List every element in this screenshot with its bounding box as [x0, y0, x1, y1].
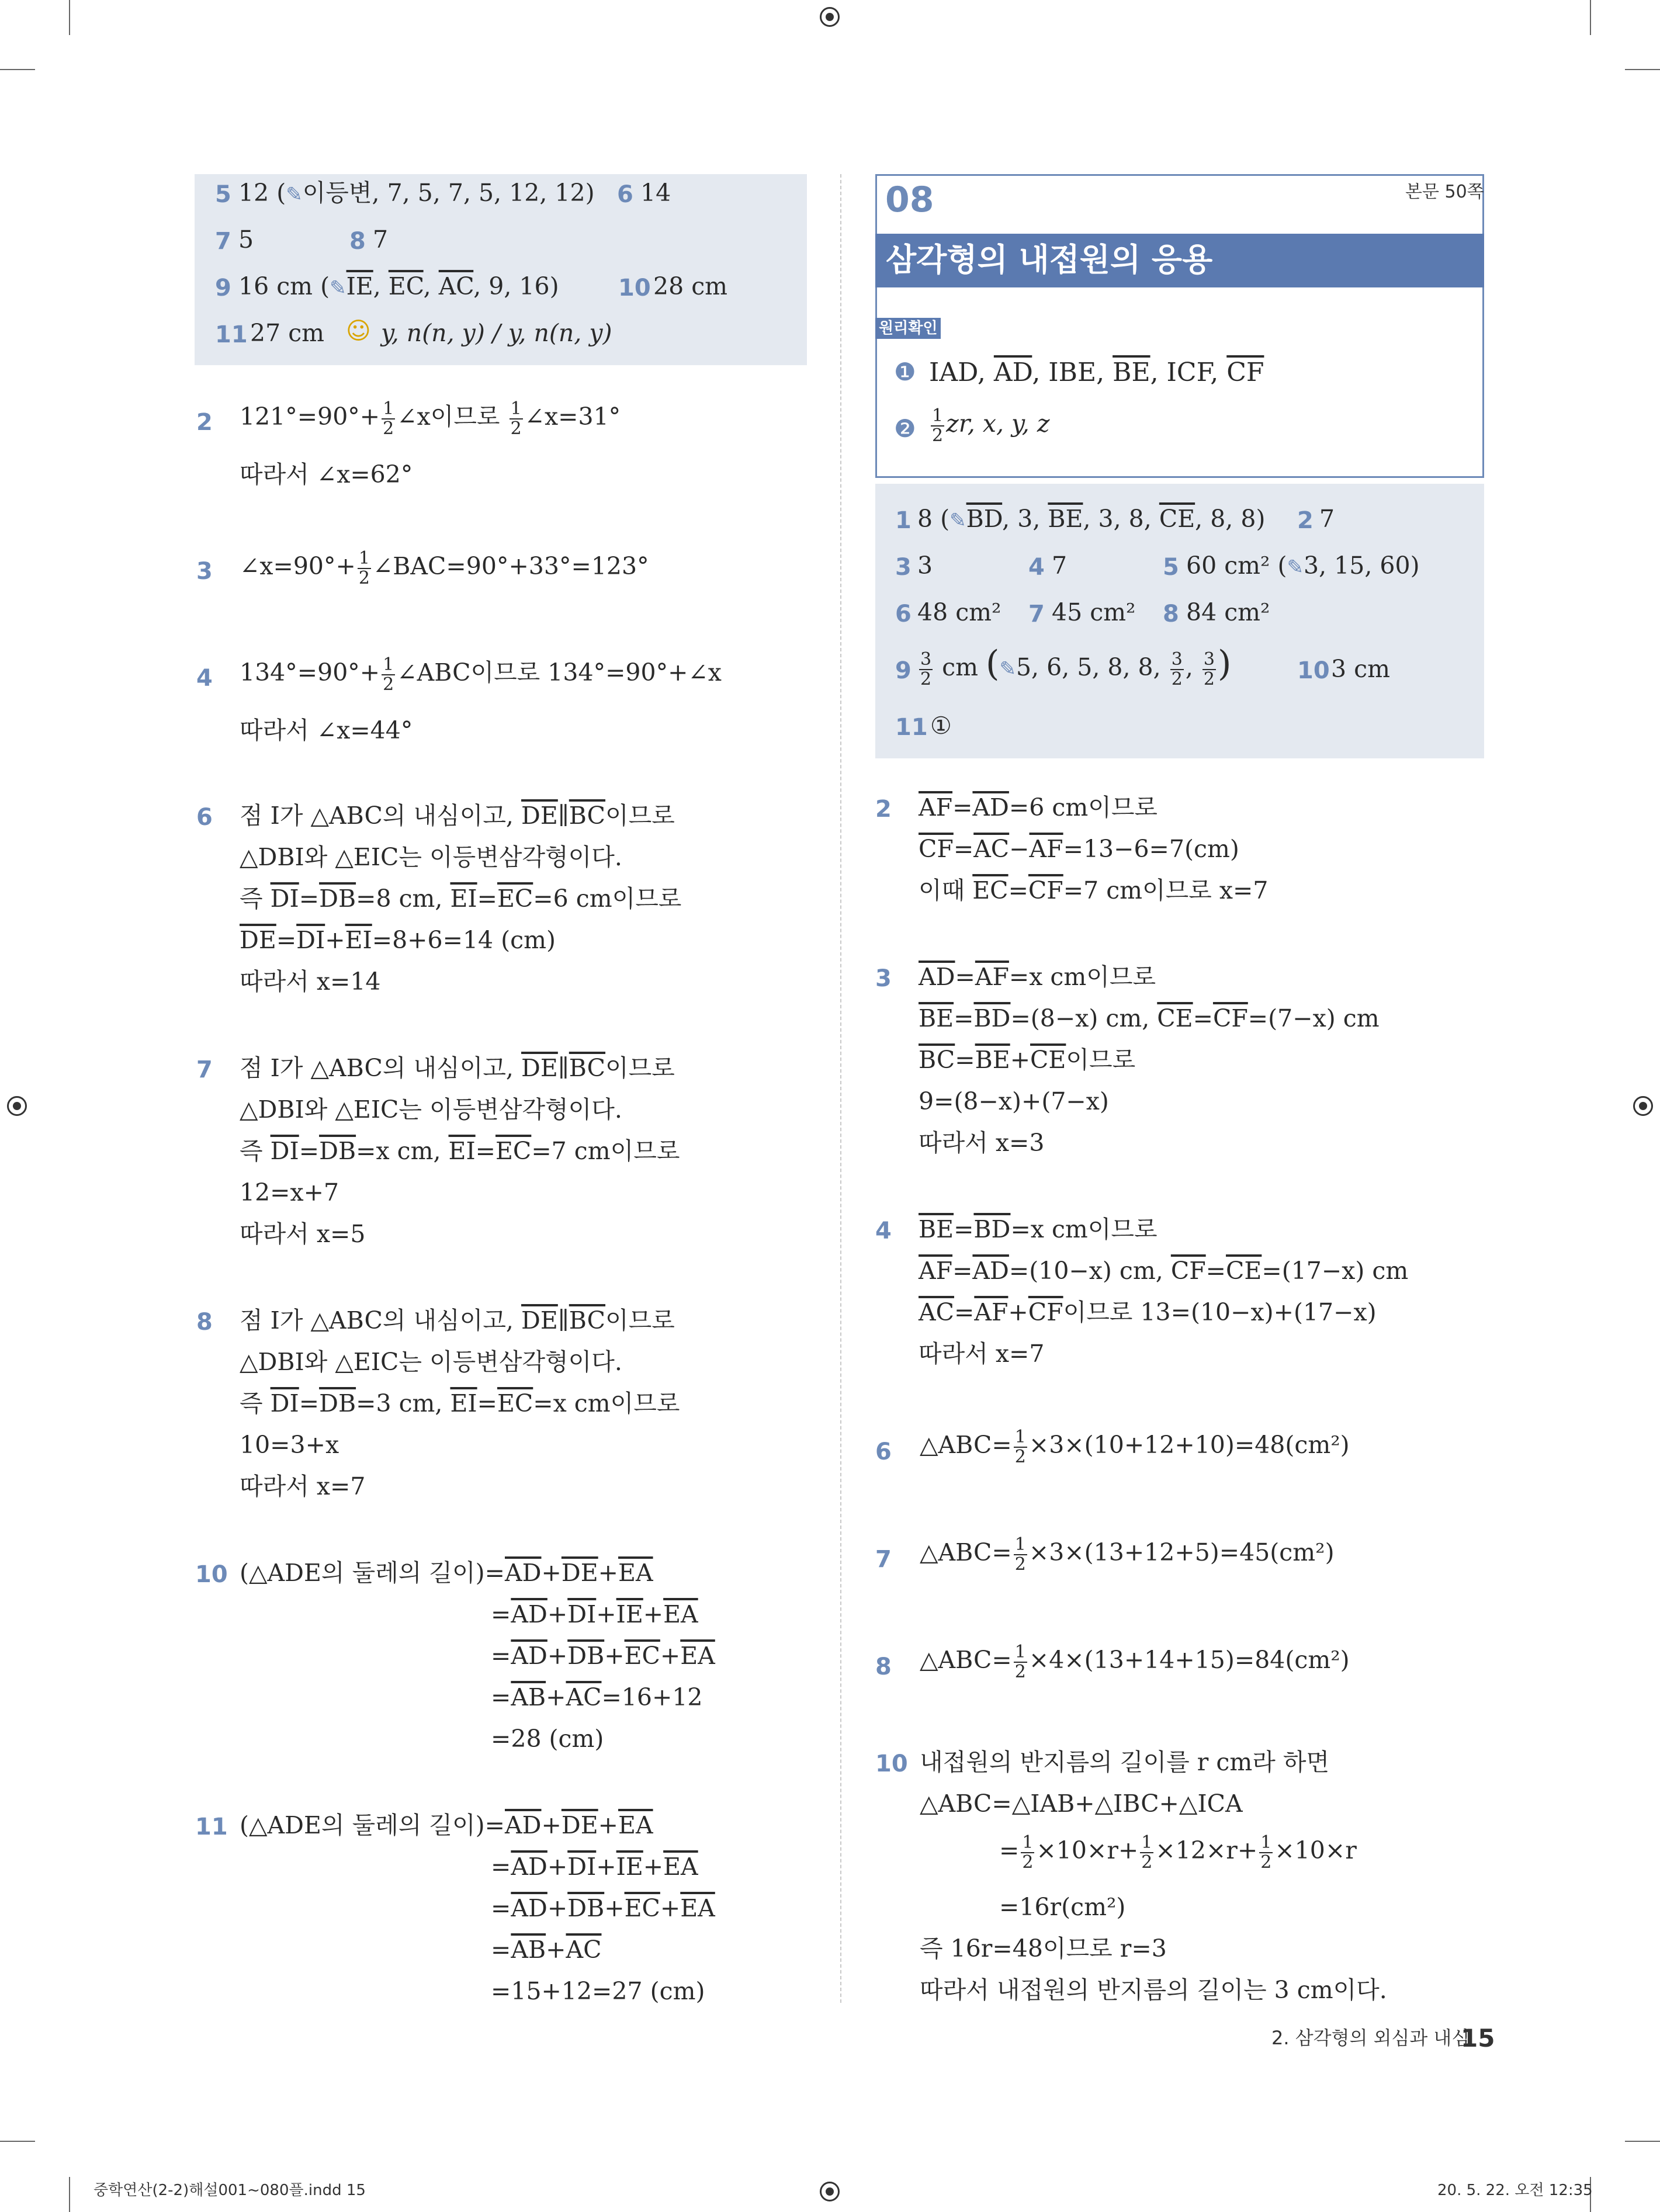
fraction: $\frac{1}{2}$ [932, 405, 944, 446]
section-title: 삼각형의 내접원의 응용 [886, 241, 1213, 278]
answer-number: 10 [618, 275, 651, 301]
answer-text: $\frac{3}{2}$ cm (✎5, 6, 5, 8, 8, $\frac{3}{2}$ , $\frac{3}{2}$ ) [920, 643, 1232, 689]
answer-number: 9 [895, 657, 912, 684]
solution-number: 7 [875, 1546, 892, 1573]
solution-line: △ABC= $\frac{1}{2}$ ×3×(13+12+5)=45(cm²) [920, 1534, 1335, 1575]
solution-line: $\overline{BE}=\overline{BD}=x$ cm이므로 [919, 1215, 1158, 1243]
solution-number: 11 [195, 1814, 228, 1840]
answer-number: 7 [215, 228, 231, 255]
solution-line: 내접원의 반지름의 길이를 r cm라 하면 [920, 1748, 1330, 1776]
solution-line: $=\overline{AD}+\overline{DI}+\overline{IE}+\overline{EA}$ [491, 1600, 698, 1628]
solution-line: △DBI와 △EIC는 이등변삼각형이다. [240, 1348, 622, 1376]
answer-text: 60 cm² (✎3, 15, 60) [1186, 552, 1420, 580]
answer-number: 11 [215, 321, 248, 348]
answer-text: 48 cm² [917, 598, 1001, 626]
page-reference: 본문 50쪽 [1405, 182, 1484, 202]
answer-number: 6 [617, 181, 633, 208]
fraction: $\frac{1}{2}$ [1260, 1832, 1272, 1873]
check-item-1-icon: ❶ [894, 358, 916, 386]
solution-number: 6 [196, 804, 213, 831]
solution-line: 따라서 내접원의 반지름의 길이는 3 cm이다. [920, 1976, 1387, 2004]
solution-line: 점 I가 △ABC의 내심이고, $\overline{DE}\parallel\overline{BC}$이므로 [240, 802, 675, 830]
fraction: $\frac{1}{2}$ [1022, 1832, 1034, 1873]
pencil-icon: ✎ [330, 276, 346, 300]
solution-line: 10=3+x [240, 1431, 339, 1459]
solution-line: 따라서 x=7 [919, 1340, 1045, 1368]
principle-tag: 원리확인 [875, 318, 941, 339]
check-item-1: IAD, $\overline{AD}$, IBE, $\overline{BE}$, ICF, $\overline{CF}$ [929, 358, 1264, 387]
solution-line: △ABC=△IAB+△IBC+△ICA [920, 1790, 1243, 1818]
solution-line: = $\frac{1}{2}$ ×10×r+ $\frac{1}{2}$ ×12×r+ $\frac{1}{2}$ ×10×r [999, 1832, 1357, 1873]
solution-number: 7 [196, 1056, 213, 1083]
solution-line: $\overline{CF}=\overline{AC}-\overline{AF}=13-6=7(cm)$ [919, 835, 1239, 863]
solution-line: =28 (cm) [491, 1725, 604, 1753]
fraction: $\frac{1}{2}$ [1141, 1832, 1153, 1873]
crop-mark [69, 2177, 70, 2212]
solution-line: =16r(cm²) [999, 1893, 1126, 1921]
solution-line: 점 I가 △ABC의 내심이고, $\overline{DE}\parallel\overline{BC}$이므로 [240, 1306, 675, 1334]
answer-number: 11 [895, 714, 928, 741]
registration-mark-icon [820, 2182, 840, 2201]
solution-line: $=\overline{AD}+\overline{DI}+\overline{IE}+\overline{EA}$ [491, 1853, 698, 1881]
answer-text: 7 [1319, 505, 1335, 533]
solution-line: △DBI와 △EIC는 이등변삼각형이다. [240, 1095, 622, 1124]
answer-number: 3 [895, 554, 912, 581]
print-date-info: 20. 5. 22. 오전 12:35 [1437, 2182, 1593, 2199]
fraction: $\frac{1}{2}$ [510, 398, 522, 439]
solution-number: 10 [195, 1561, 228, 1588]
answer-number: 2 [1297, 507, 1314, 534]
solution-line: (△ADE의 둘레의 길이)$=\overline{AD}+\overline{DE}+\overline{EA}$ [240, 1811, 653, 1839]
answer-text: 8 ($✎\overline{BD}$, 3, $\overline{BE}$, 3, 8, $\overline{CE}$, 8, 8) [917, 505, 1266, 533]
solution-line: 즉 $\overline{DI}=\overline{DB}=x$ cm, $\overline{EI}=\overline{EC}=7$ cm이므로 [240, 1137, 680, 1165]
answer-text: 3 [917, 552, 933, 580]
solution-line: $\overline{BC}=\overline{BE}+\overline{CE}$이므로 [919, 1046, 1136, 1074]
solution-line: △ABC= $\frac{1}{2}$ ×4×(13+14+15)=84(cm²) [920, 1642, 1350, 1682]
solution-line: =15+12=27 (cm) [491, 1977, 705, 2005]
solution-line: 즉 $\overline{DI}=\overline{DB}=8$ cm, $\overline{EI}=\overline{EC}=6$ cm이므로 [240, 885, 682, 913]
registration-mark-icon [820, 7, 840, 27]
registration-mark-icon [7, 1096, 27, 1116]
check-item-2-icon: ❷ [894, 414, 916, 443]
solution-line: $\overline{BE}=\overline{BD}=(8-x)$ cm, $\overline{CE}=\overline{CF}=(7-x)$ cm [919, 1004, 1380, 1032]
fraction: $\frac{3}{2}$ [1203, 649, 1215, 689]
answer-text: 27 cm [250, 319, 325, 347]
section-number: 08 [885, 179, 934, 220]
solution-line: $\overline{AD}=\overline{AF}=x$ cm이므로 [919, 963, 1156, 991]
crop-mark [1625, 2141, 1660, 2142]
answer-text: 16 cm ($✎\overline{IE}$, $\overline{EC}$, $\overline{AC}$, 9, 16) [238, 272, 559, 300]
pencil-icon: ✎ [286, 183, 303, 206]
solution-line: 따라서 x=7 [240, 1472, 366, 1500]
column-divider [840, 174, 841, 2003]
solution-line: ∠x=90°+ $\frac{1}{2}$ ∠BAC=90°+33°=123° [240, 548, 649, 588]
answer-text: y, n(n, y) / y, n(n, y) [381, 319, 612, 347]
chapter-label: 2. 삼각형의 외심과 내심 [1271, 2027, 1470, 2049]
solution-line: 따라서 x=5 [240, 1220, 366, 1248]
answer-number: 10 [1297, 657, 1330, 684]
registration-mark-icon [1633, 1096, 1653, 1116]
solution-line: 따라서 x=3 [919, 1129, 1045, 1157]
solution-number: 3 [196, 558, 213, 585]
solution-line: 따라서 ∠x=44° [240, 716, 413, 744]
pencil-icon: ✎ [949, 509, 966, 532]
answer-number: 1 [895, 507, 912, 534]
solution-number: 8 [196, 1309, 213, 1336]
fraction: $\frac{1}{2}$ [358, 548, 370, 588]
answer-text: ① [930, 712, 952, 740]
crop-mark [69, 0, 70, 35]
answer-number: 7 [1028, 601, 1045, 627]
answer-number: 4 [1028, 554, 1045, 581]
answer-text: 84 cm² [1186, 598, 1270, 626]
answer-text: 45 cm² [1052, 598, 1136, 626]
crop-mark [1625, 69, 1660, 70]
answer-number: 8 [349, 228, 366, 255]
solution-line: △ABC= $\frac{1}{2}$ ×3×(10+12+10)=48(cm²) [920, 1427, 1350, 1467]
solution-number: 2 [196, 409, 213, 436]
answer-number: 5 [1163, 554, 1179, 581]
fraction: $\frac{3}{2}$ [1171, 649, 1183, 689]
fraction: $\frac{1}{2}$ [1014, 1427, 1026, 1467]
crop-mark [0, 2141, 35, 2142]
fraction: $\frac{3}{2}$ [920, 649, 932, 689]
solution-line: $=\overline{AD}+\overline{DB}+\overline{EC}+\overline{EA}$ [491, 1894, 715, 1922]
solution-line: $=\overline{AD}+\overline{DB}+\overline{EC}+\overline{EA}$ [491, 1642, 715, 1670]
print-file-info: 중학연산(2-2)해설001~080플.indd 15 [93, 2182, 366, 2199]
solution-line: 134°=90°+ $\frac{1}{2}$ ∠ABC이므로 134°=90°+∠x [240, 654, 722, 695]
crop-mark [1590, 0, 1591, 35]
answer-number: 9 [215, 275, 231, 301]
pencil-icon: ✎ [999, 657, 1016, 681]
solution-number: 4 [875, 1218, 892, 1244]
fraction: $\frac{1}{2}$ [383, 398, 394, 439]
answer-text: 12 (✎이등변, 7, 5, 7, 5, 12, 12) [238, 179, 595, 207]
smile-icon: ☺ [346, 317, 371, 345]
answer-text: 14 [640, 179, 671, 207]
answer-text: 3 cm [1331, 655, 1390, 683]
solution-line: 점 I가 △ABC의 내심이고, $\overline{DE}\parallel\overline{BC}$이므로 [240, 1054, 675, 1082]
answer-text: 28 cm [653, 272, 728, 300]
answer-text: 5 [238, 226, 254, 254]
fraction: $\frac{1}{2}$ [1014, 1534, 1026, 1575]
solution-number: 4 [196, 665, 213, 692]
solution-number: 6 [875, 1438, 892, 1465]
answer-number: 8 [1163, 601, 1179, 627]
solution-line: $=\overline{AB}+\overline{AC}$ [491, 1936, 602, 1964]
solution-line: $\overline{AC}=\overline{AF}+\overline{CF}$이므로 13=(10−x)+(17−x) [919, 1298, 1377, 1326]
answer-text: 7 [373, 226, 389, 254]
fraction: $\frac{1}{2}$ [1014, 1642, 1026, 1682]
pencil-icon: ✎ [1287, 556, 1304, 579]
solution-line: $\overline{AF}=\overline{AD}=(10-x)$ cm, $\overline{CF}=\overline{CE}=(17-x)$ cm [919, 1257, 1409, 1285]
answer-number: 5 [215, 181, 231, 208]
answer-number: 6 [895, 601, 912, 627]
solution-number: 8 [875, 1653, 892, 1680]
solution-number: 3 [875, 965, 892, 992]
fraction: $\frac{1}{2}$ [383, 654, 394, 695]
crop-mark [0, 69, 35, 70]
solution-line: 즉 $\overline{DI}=\overline{DB}=3$ cm, $\overline{EI}=\overline{EC}=x$ cm이므로 [240, 1389, 680, 1417]
solution-line: $=\overline{AB}+\overline{AC}=16+12$ [491, 1683, 703, 1711]
answer-text: 7 [1052, 552, 1068, 580]
solution-line: △DBI와 △EIC는 이등변삼각형이다. [240, 843, 622, 871]
page-number: 15 [1461, 2024, 1495, 2052]
solution-line: 즉 16r=48이므로 r=3 [920, 1934, 1167, 1963]
solution-line: 따라서 x=14 [240, 968, 381, 996]
solution-line: $\overline{DE}=\overline{DI}+\overline{EI}=8+6=14$ (cm) [240, 926, 556, 954]
solution-number: 2 [875, 796, 892, 823]
solution-line: (△ADE의 둘레의 길이)$=\overline{AD}+\overline{DE}+\overline{EA}$ [240, 1559, 653, 1587]
solution-line: 9=(8−x)+(7−x) [919, 1087, 1109, 1115]
solution-line: 121°=90°+ $\frac{1}{2}$ ∠x이므로 $\frac{1}{2}$ ∠x=31° [240, 398, 621, 439]
solution-line: 12=x+7 [240, 1178, 339, 1206]
solution-line: 이때 $\overline{EC}=\overline{CF}=7$ cm이므로 x=7 [919, 876, 1269, 904]
solution-line: 따라서 ∠x=62° [240, 460, 413, 488]
check-item-2: $\frac{1}{2}$ zr, x, y, z [932, 405, 1050, 446]
solution-line: $\overline{AF}=\overline{AD}=6$ cm이므로 [919, 793, 1158, 821]
solution-number: 10 [875, 1750, 908, 1777]
